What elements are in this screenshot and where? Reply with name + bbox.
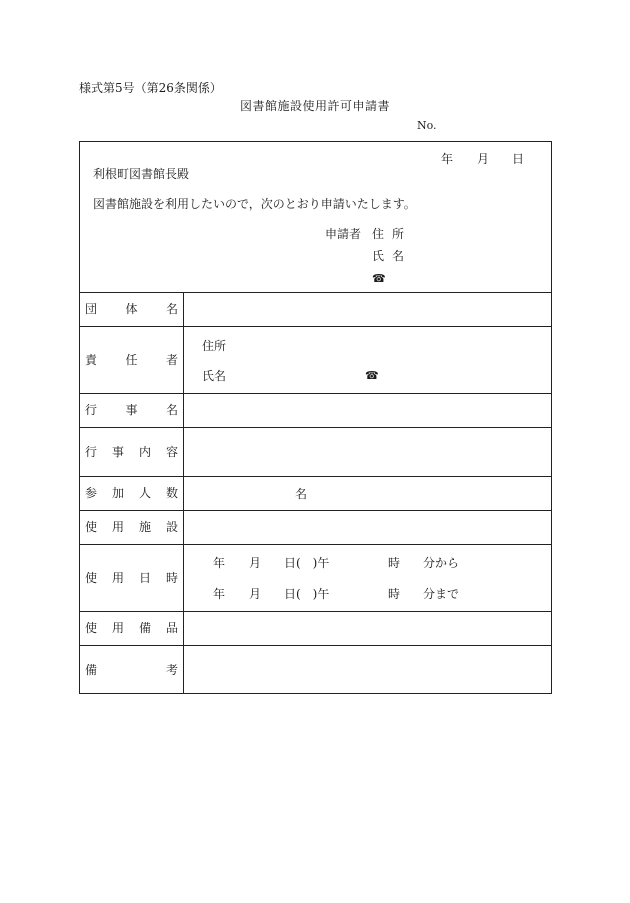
applicant-name-label: 氏名 — [372, 249, 413, 263]
number-label: No. — [417, 119, 437, 132]
telephone-icon: ☎ — [365, 369, 379, 382]
row-event-name — [79, 393, 183, 427]
responsible-name-label: 氏名 — [202, 369, 227, 383]
remarks-label: 備考 — [85, 662, 178, 677]
row-datetime — [79, 544, 183, 611]
row-remarks — [79, 645, 183, 694]
datetime-to-minute: 分まで — [423, 587, 460, 601]
datetime-from-month: 月 — [249, 556, 262, 570]
addressee: 利根町図書館長殿 — [93, 167, 190, 181]
row-event-content — [79, 427, 183, 476]
row-facility — [79, 510, 183, 544]
telephone-icon: ☎ — [372, 272, 386, 285]
datetime-to-year: 年 — [213, 587, 226, 601]
document-title: 図書館施設使用許可申請書 — [239, 99, 390, 113]
datetime-from-hour: 時 — [388, 556, 401, 570]
date-month-label: 月 — [477, 152, 490, 166]
datetime-to-hour: 時 — [388, 587, 401, 601]
row-equipment — [79, 611, 183, 645]
row-responsible — [79, 326, 183, 393]
row-participants — [79, 476, 183, 510]
column-divider — [183, 292, 184, 694]
datetime-to-month: 月 — [249, 587, 262, 601]
facility-label: 使用施設 — [85, 520, 178, 534]
datetime-label: 使用日時 — [85, 570, 178, 585]
date-year-label: 年 — [441, 152, 454, 166]
date-day-label: 日 — [512, 152, 525, 166]
datetime-to-day: 日( )午 — [284, 587, 330, 601]
row-organization — [79, 292, 183, 326]
request-statement: 図書館施設を利用したいので，次のとおり申請いたします。 — [93, 197, 416, 211]
event-content-label: 行事内容 — [85, 444, 178, 459]
participants-label: 参加人数 — [85, 486, 178, 500]
responsible-address-label: 住所 — [202, 339, 227, 353]
datetime-from-day: 日( )午 — [284, 556, 330, 570]
participants-unit: 名 — [295, 487, 308, 501]
organization-label: 団体名 — [85, 302, 178, 316]
application-date — [441, 153, 524, 165]
responsible-label: 責任者 — [85, 352, 178, 367]
applicant-label: 申請者 — [325, 227, 362, 241]
equipment-label: 使用備品 — [85, 621, 178, 635]
datetime-from-minute: 分から — [423, 556, 460, 570]
applicant-address-label: 住所 — [372, 227, 413, 241]
form-number: 様式第5号（第26条関係） — [79, 81, 222, 95]
event-name-label: 行事名 — [85, 403, 178, 417]
datetime-from-year: 年 — [213, 556, 226, 570]
